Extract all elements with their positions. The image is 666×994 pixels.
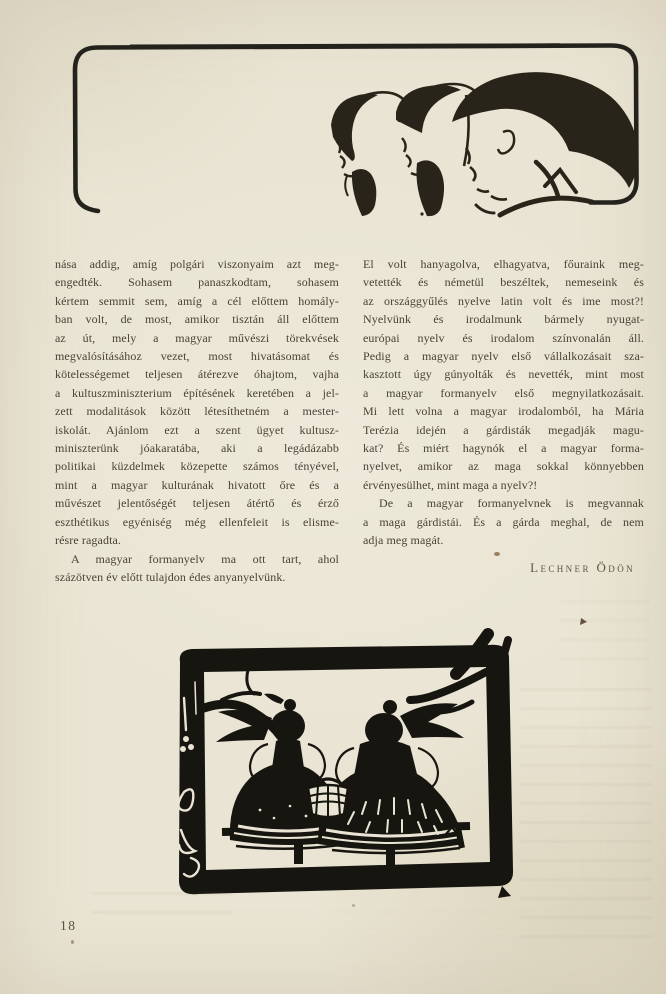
- basket: [308, 779, 348, 818]
- text-line: résre ragadta.: [55, 533, 122, 548]
- page-number: 18: [60, 918, 77, 933]
- woodcut-frame: [178, 634, 513, 898]
- text-line: adja meg magát.: [363, 533, 444, 548]
- text-line: a kultuszminiszterium építésének keretében a jel-: [55, 385, 339, 400]
- text-line: megvalósításához vezet, most hivatásomat és: [55, 349, 339, 364]
- text-line: Terézia idején a gárdisták megadják magu-: [363, 422, 644, 437]
- three-heads-drawing: [331, 72, 638, 216]
- paper-stain: [494, 552, 500, 556]
- text-line: A magyar formanyelv ma ott tart, ahol: [71, 551, 339, 566]
- left-text-column: [55, 255, 339, 586]
- right-text-column: [363, 255, 644, 550]
- text-line: kat? És miért hagynók el a magyar forma-: [363, 441, 644, 456]
- text-line: százötven év előtt tulajdon édes anyanyelvünk.: [55, 569, 286, 584]
- text-line: ban volt, de most, amikor tisztán áll előttem: [55, 312, 339, 327]
- text-line: nása addig, amíg polgári viszonyaim azt meg-: [55, 257, 339, 271]
- text-line: kötelességemet teljesen átérezve óhajtom, vajha: [55, 367, 339, 382]
- text-line: vetették és németül beszéltek, nemeseink és: [363, 275, 644, 290]
- paper-stain: [580, 618, 587, 625]
- text-line: politikai küzdelmek közepette számos tényével,: [55, 459, 339, 474]
- text-line: európai nyelv és irodalom színvonalán áll.: [363, 330, 644, 345]
- show-through-text: [520, 688, 652, 940]
- show-through-text: [560, 600, 650, 660]
- text-line: a maga gárdistái. És a gárda meghal, de nem: [363, 514, 644, 529]
- text-line: Mi lett volna a magyar irodalomból, ha Mária: [363, 404, 644, 419]
- top-frame-and-heads-illustration: [0, 0, 666, 235]
- text-line: a magyar formanyelv első megnyilatkozásait.: [363, 385, 644, 400]
- bottom-woodcut-illustration: [170, 642, 520, 900]
- text-line: zett modalitások között létesíthetném a mester-: [55, 404, 339, 419]
- text-line: az út, mely a magyar művészi törekvések: [55, 330, 339, 345]
- paper-stain: [71, 940, 74, 944]
- paper-stain: [352, 904, 355, 907]
- text-line: engedték. Sohasem panaszkodtam, sohasem: [55, 275, 339, 290]
- text-line: érvényesülhet, mint maga a nyelv?!: [363, 477, 538, 492]
- text-line: eszthétikus egyéniség még ellenfeleit is elisme-: [55, 514, 339, 529]
- text-line: kértem semmit sem, amíg a cél előttem homály-: [55, 293, 339, 308]
- text-line: kasztott úgy gúnyolták és nevették, mint most: [363, 367, 644, 382]
- text-line: El volt hanyagolva, elhagyatva, főuraink meg-: [363, 257, 644, 271]
- text-line: az országgyűlés nyelve latin volt és ime most?!: [363, 293, 644, 308]
- text-line: Pedig a magyar nyelv első vállalkozásait sza-: [363, 349, 644, 364]
- text-line: Nyelvünk és irodalmunk bármely nyugat-: [363, 312, 644, 327]
- text-line: mint a magyar kulturának hivatott őre és a: [55, 477, 339, 492]
- woodcut-scene: [204, 670, 486, 866]
- text-line: iskolát. Ajánlom ezt a szent ügyet kultusz-: [55, 422, 339, 437]
- author-signature: Lechner Ödön: [530, 560, 635, 575]
- text-line: művészet jelentőségét teljesen átértő és érző: [55, 496, 339, 511]
- text-line: miniszterünk jóakaratába, aki a legádázabb: [55, 441, 339, 456]
- text-line: De a magyar formanyelvnek is megvannak: [379, 496, 644, 511]
- text-line: nyelvet, amikor az maga sokkal könnyebben: [363, 459, 644, 474]
